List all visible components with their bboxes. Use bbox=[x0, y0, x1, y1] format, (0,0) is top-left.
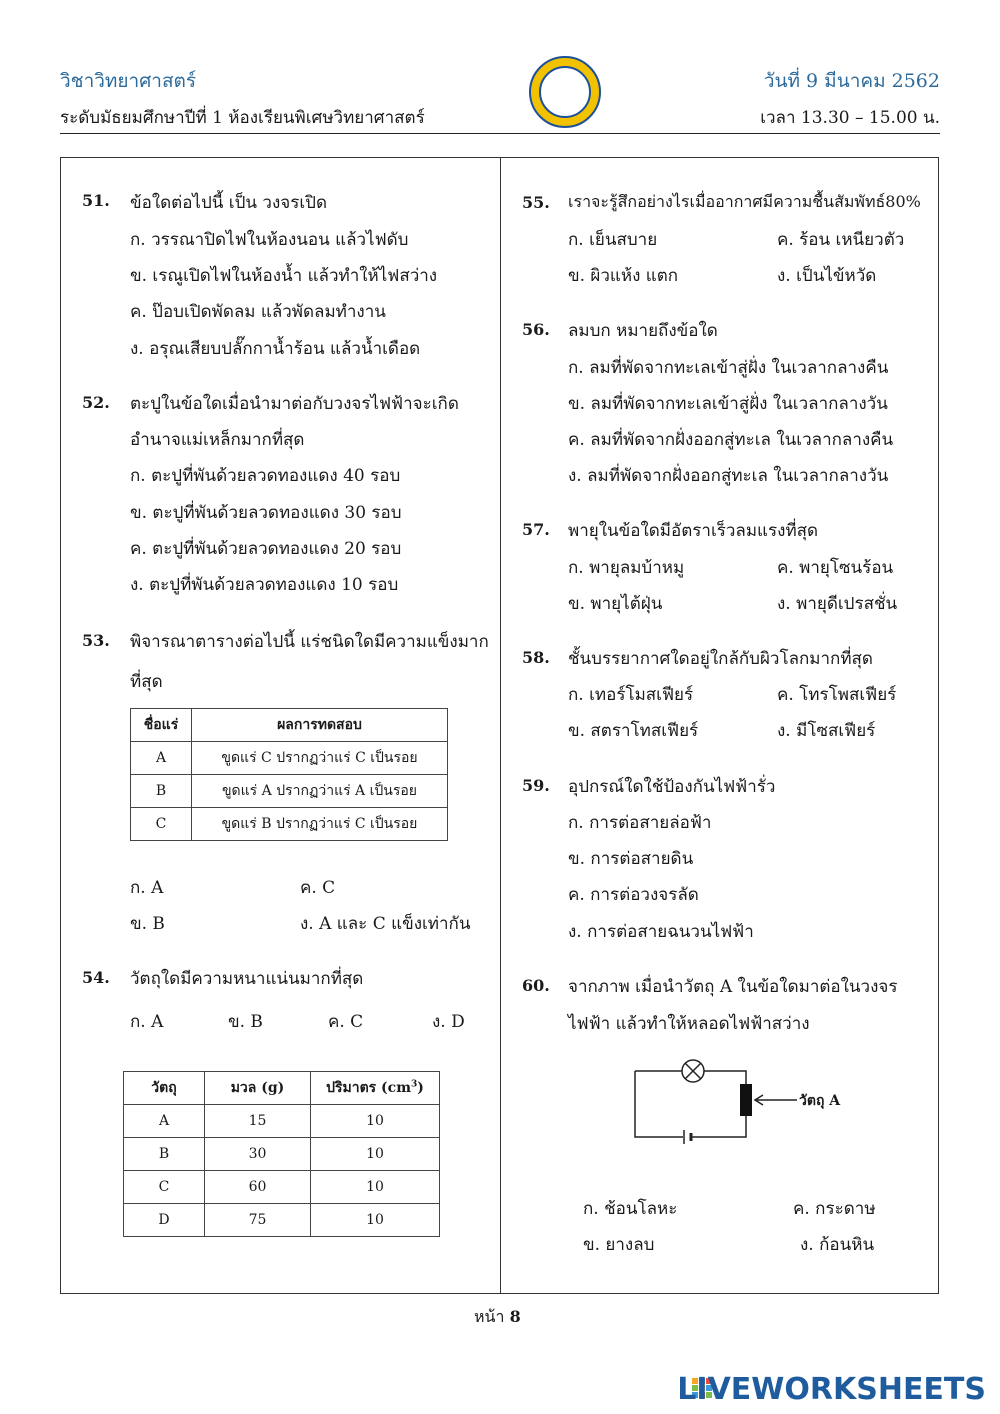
q60-choice-b[interactable]: ข. ยางลบ bbox=[583, 1235, 655, 1255]
table-header: วัตถุ bbox=[124, 1072, 205, 1105]
q58-choice-d[interactable]: ง. มีโซสเฟียร์ bbox=[777, 721, 876, 741]
q53-mineral-table bbox=[130, 708, 448, 841]
table-cell: 60 bbox=[205, 1171, 311, 1204]
q56-choice-a[interactable]: ก. ลมที่พัดจากทะเลเข้าสู่ฝั่ง ในเวลากลางคืน bbox=[568, 358, 889, 378]
table-cell: 15 bbox=[205, 1105, 311, 1138]
q51-choice-a[interactable]: ก. วรรณาปิดไฟในห้องนอน แล้วไฟดับ bbox=[130, 230, 409, 250]
table-row bbox=[131, 808, 448, 841]
table-header: ผลการทดสอบ bbox=[192, 709, 448, 742]
q51-choice-b[interactable]: ข. เรณูเปิดไฟในห้องน้ำ แล้วทำให้ไฟสว่าง bbox=[130, 266, 438, 286]
q53-choice-b[interactable]: ข. B bbox=[130, 914, 165, 934]
object-a-block bbox=[740, 1084, 752, 1116]
q54-text: วัตถุใดมีความหนาแน่นมากที่สุด bbox=[130, 969, 364, 989]
table-cell: 75 bbox=[205, 1204, 311, 1237]
q56-choice-c[interactable]: ค. ลมที่พัดจากฝั่งออกสู่ทะเล ในเวลากลางคืน bbox=[568, 430, 894, 450]
table-cell: 30 bbox=[205, 1138, 311, 1171]
table-cell: ขูดแร่ C ปรากฏว่าแร่ C เป็นรอย bbox=[192, 742, 448, 775]
q53-choice-d[interactable]: ง. A และ C แข็งเท่ากัน bbox=[300, 914, 471, 934]
q59-number: 59. bbox=[522, 776, 550, 795]
table-row bbox=[124, 1105, 440, 1138]
column-divider bbox=[500, 157, 501, 1294]
table-row bbox=[131, 775, 448, 808]
liveworksheets-watermark: LIVEWORKSHEETS bbox=[677, 1372, 986, 1407]
circuit-wire bbox=[635, 1071, 683, 1137]
table-cell: C bbox=[131, 808, 192, 841]
q53-text-1: พิจารณาตารางต่อไปนี้ แร่ชนิดใดมีความแข็งมาก bbox=[130, 632, 489, 652]
table-header: ปริมาตร $(cm^3)$ bbox=[311, 1072, 440, 1105]
q58-number: 58. bbox=[522, 648, 550, 667]
q51-choice-c[interactable]: ค. ป๊อบเปิดพัดลม แล้วพัดลมทำงาน bbox=[130, 302, 386, 322]
q51-choice-d[interactable]: ง. อรุณเสียบปลั๊กกาน้ำร้อน แล้วน้ำเดือด bbox=[130, 339, 421, 359]
table-cell: A bbox=[131, 742, 192, 775]
q55-choice-b[interactable]: ข. ผิวแห้ง แตก bbox=[568, 266, 679, 286]
q59-choice-b[interactable]: ข. การต่อสายดิน bbox=[568, 849, 694, 869]
table-cell: 10 bbox=[311, 1171, 440, 1204]
q56-choice-d[interactable]: ง. ลมที่พัดจากฝั่งออกสู่ทะเล ในเวลากลางวัน bbox=[568, 466, 889, 486]
q53-choice-a[interactable]: ก. A bbox=[130, 878, 164, 898]
table-cell: 10 bbox=[311, 1204, 440, 1237]
q54-choice-a[interactable]: ก. A bbox=[130, 1012, 164, 1032]
table-cell: B bbox=[131, 775, 192, 808]
table-cell: 10 bbox=[311, 1138, 440, 1171]
table-row bbox=[124, 1138, 440, 1171]
exam-date: วันที่ 9 มีนาคม 2562 bbox=[763, 70, 940, 92]
q51-number: 51. bbox=[82, 191, 110, 210]
table-cell: A bbox=[124, 1105, 205, 1138]
table-header: มวล (g) bbox=[205, 1072, 311, 1105]
circuit-wire bbox=[704, 1071, 746, 1084]
q54-choice-d[interactable]: ง. D bbox=[432, 1012, 465, 1032]
q60-choice-c[interactable]: ค. กระดาษ bbox=[793, 1199, 876, 1219]
q57-choice-c[interactable]: ค. พายุโซนร้อน bbox=[777, 558, 894, 578]
q54-choice-b[interactable]: ข. B bbox=[228, 1012, 263, 1032]
q58-text: ชั้นบรรยากาศใดอยู่ใกล้กับผิวโลกมากที่สุด bbox=[568, 649, 873, 669]
q58-choice-c[interactable]: ค. โทรโพสเฟียร์ bbox=[777, 685, 897, 705]
table-row bbox=[131, 742, 448, 775]
q60-text-2: ไฟฟ้า แล้วทำให้หลอดไฟฟ้าสว่าง bbox=[568, 1014, 810, 1034]
q52-text-1: ตะปูในข้อใดเมื่อนำมาต่อกับวงจรไฟฟ้าจะเกิด bbox=[130, 394, 459, 414]
q54-density-table bbox=[123, 1071, 440, 1237]
school-logo bbox=[529, 56, 601, 128]
q58-choice-b[interactable]: ข. สตราโทสเฟียร์ bbox=[568, 721, 699, 741]
q52-number: 52. bbox=[82, 393, 110, 412]
q59-choice-d[interactable]: ง. การต่อสายฉนวนไฟฟ้า bbox=[568, 922, 754, 942]
q54-number: 54. bbox=[82, 968, 110, 987]
table-row bbox=[124, 1171, 440, 1204]
q52-choice-b[interactable]: ข. ตะปูที่พันด้วยลวดทองแดง 30 รอบ bbox=[130, 503, 402, 523]
page-number: 8 bbox=[509, 1307, 521, 1326]
q53-text-2: ที่สุด bbox=[130, 672, 163, 692]
q57-choice-d[interactable]: ง. พายุดีเปรสชั่น bbox=[777, 594, 898, 614]
q55-choice-d[interactable]: ง. เป็นไข้หวัด bbox=[777, 266, 877, 286]
circuit-wire bbox=[692, 1116, 746, 1137]
q55-choice-a[interactable]: ก. เย็นสบาย bbox=[568, 230, 658, 250]
q60-text-1: จากภาพ เมื่อนำวัตถุ A ในข้อใดมาต่อในวงจร bbox=[568, 977, 898, 997]
table-cell: B bbox=[124, 1138, 205, 1171]
class-level: ระดับมัธยมศึกษาปีที่ 1 ห้องเรียนพิเศษวิทยาศาสตร์ bbox=[60, 108, 425, 128]
q57-number: 57. bbox=[522, 520, 550, 539]
q56-number: 56. bbox=[522, 320, 550, 339]
q59-text: อุปกรณ์ใดใช้ป้องกันไฟฟ้ารั่ว bbox=[568, 777, 776, 797]
table-cell: ขูดแร่ A ปรากฏว่าแร่ A เป็นรอย bbox=[192, 775, 448, 808]
q52-text-2: อำนาจแม่เหล็กมากที่สุด bbox=[130, 430, 305, 450]
q57-choice-b[interactable]: ข. พายุไต้ฝุ่น bbox=[568, 594, 663, 614]
page-label: หน้า bbox=[474, 1307, 505, 1326]
table-cell: D bbox=[124, 1204, 205, 1237]
q52-choice-d[interactable]: ง. ตะปูที่พันด้วยลวดทองแดง 10 รอบ bbox=[130, 575, 399, 595]
q57-choice-a[interactable]: ก. พายุลมบ้าหมู bbox=[568, 558, 685, 578]
q55-choice-c[interactable]: ค. ร้อน เหนียวตัว bbox=[777, 230, 905, 250]
q55-text: เราจะรู้สึกอย่างไรเมื่ออากาศมีความชื้นสัมพัทธ์80% bbox=[568, 192, 921, 211]
table-cell: C bbox=[124, 1171, 205, 1204]
header-rule bbox=[60, 133, 940, 134]
q52-choice-c[interactable]: ค. ตะปูที่พันด้วยลวดทองแดง 20 รอบ bbox=[130, 539, 402, 559]
q58-choice-a[interactable]: ก. เทอร์โมสเฟียร์ bbox=[568, 685, 694, 705]
q54-choice-c[interactable]: ค. C bbox=[328, 1012, 364, 1032]
exam-time: เวลา 13.30 – 15.00 น. bbox=[760, 108, 940, 128]
object-a-label: วัตถุ A bbox=[799, 1093, 841, 1109]
q56-text: ลมบก หมายถึงข้อใด bbox=[568, 321, 718, 341]
q55-number: 55. bbox=[522, 193, 550, 212]
table-row bbox=[124, 1204, 440, 1237]
subject-title: วิชาวิทยาศาสตร์ bbox=[60, 70, 197, 92]
q59-choice-a[interactable]: ก. การต่อสายล่อฟ้า bbox=[568, 813, 712, 833]
table-cell: ขูดแร่ B ปรากฏว่าแร่ C เป็นรอย bbox=[192, 808, 448, 841]
q52-choice-a[interactable]: ก. ตะปูที่พันด้วยลวดทองแดง 40 รอบ bbox=[130, 466, 401, 486]
q60-number: 60. bbox=[522, 976, 550, 995]
table-header: ชื่อแร่ bbox=[131, 709, 192, 742]
q56-choice-b[interactable]: ข. ลมที่พัดจากทะเลเข้าสู่ฝั่ง ในเวลากลางวัน bbox=[568, 394, 888, 414]
q51-text: ข้อใดต่อไปนี้ เป็น วงจรเปิด bbox=[130, 193, 327, 213]
table-cell: 10 bbox=[311, 1105, 440, 1138]
q60-choice-d[interactable]: ง. ก้อนหิน bbox=[800, 1235, 875, 1255]
q60-choice-a[interactable]: ก. ช้อนโลหะ bbox=[583, 1199, 678, 1219]
q53-choice-c[interactable]: ค. C bbox=[300, 878, 336, 898]
page-footer bbox=[474, 1305, 521, 1330]
q53-number: 53. bbox=[82, 631, 110, 650]
q57-text: พายุในข้อใดมีอัตราเร็วลมแรงที่สุด bbox=[568, 521, 819, 541]
q59-choice-c[interactable]: ค. การต่อวงจรลัด bbox=[568, 885, 699, 905]
